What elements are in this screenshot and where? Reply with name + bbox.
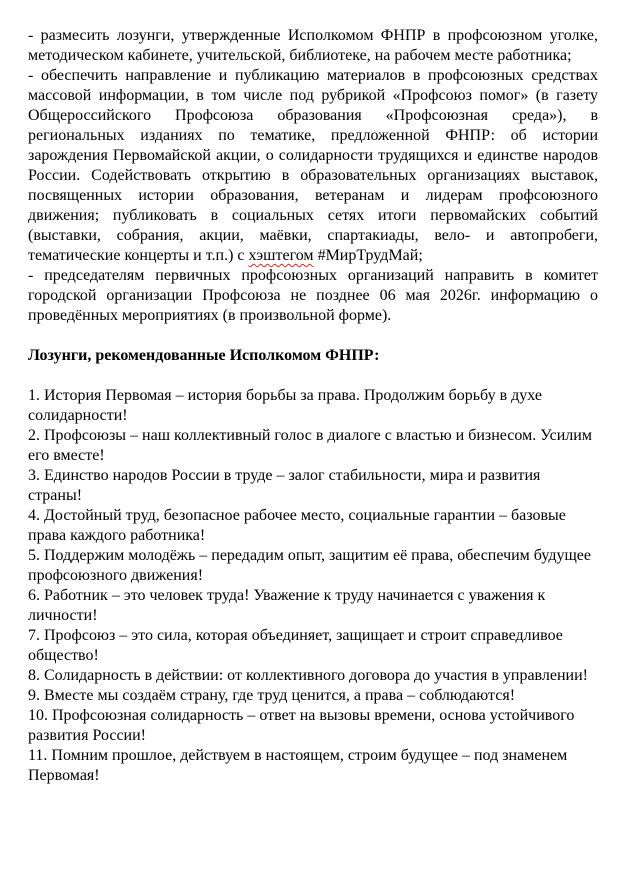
slogan-item-8: 8. Солидарность в действии: от коллективного договора до участия в управлении! <box>28 667 588 684</box>
paragraph-publish-materials-text: - обеспечить направление и публикацию материалов в профсоюзных средствах массовой информации, в том числе под рубрикой «Профсоюз помог» (в газету Общероссийского Профсоюза образования «Профсоюзная среда»), в региональных изданиях по тематике, предложенной ФНПР: об истории зарождения Первомайской акции, о солидарности трудящихся и единстве народов России. Содействовать открытию в образовательных организациях выставок, посвященных истории образования, ветеранам и лидерам профсоюзного движения; публиковать в социальных сетях итоги первомайских событий (выставки, собрания, акции, маёвки, спартакиады, вело- и автопробеги, тематические концерты и т.п.) с <box>28 67 598 264</box>
slogan-item-5: 5. Поддержим молодёжь – передадим опыт, защитим её права, обеспечим будущее профсоюзного движения! <box>28 547 591 584</box>
paragraph-report-deadline: - председателям первичных профсоюзных организаций направить в комитет городской организации Профсоюза не позднее 06 мая 2026г. информацию о проведённых мероприятиях (в произвольной форме). <box>28 267 598 324</box>
slogans-section-heading: Лозунги, рекомендованные Исполкомом ФНПР: <box>28 347 380 364</box>
slogan-item-10: 10. Профсоюзная солидарность – ответ на вызовы времени, основа устойчивого развития России! <box>28 707 575 744</box>
paragraph-publish-materials-hashtag: #МирТрудМай; <box>313 247 423 264</box>
slogan-item-4: 4. Достойный труд, безопасное рабочее место, социальные гарантии – базовые права каждого работника! <box>28 507 566 544</box>
slogan-item-9: 9. Вместе мы создаём страну, где труд ценится, а права – соблюдаются! <box>28 687 516 704</box>
slogan-item-1: 1. История Первомая – история борьбы за права. Продолжим борьбу в духе солидарности! <box>28 387 542 424</box>
slogan-item-6: 6. Работник – это человек труда! Уважение к труду начинается с уважения к личности! <box>28 587 546 624</box>
spellcheck-misspelled-word: хэштегом <box>248 247 314 264</box>
paragraph-place-slogans: - размесить лозунги, утвержденные Исполкомом ФНПР в профсоюзном уголке, методическом кабинете, учительской, библиотеке, на рабочем месте работника; <box>28 27 598 64</box>
slogan-list <box>28 386 598 786</box>
slogan-item-11: 11. Помним прошлое, действуем в настоящем, строим будущее – под знаменем Первомая! <box>28 747 568 784</box>
slogan-item-7: 7. Профсоюз – это сила, которая объединяет, защищает и строит справедливое общество! <box>28 627 563 664</box>
slogan-item-2: 2. Профсоюзы – наш коллективный голос в диалоге с властью и бизнесом. Усилим его вместе! <box>28 427 592 464</box>
slogan-item-3: 3. Единство народов России в труде – залог стабильности, мира и развития страны! <box>28 467 541 504</box>
paragraph-publish-materials <box>28 66 598 266</box>
